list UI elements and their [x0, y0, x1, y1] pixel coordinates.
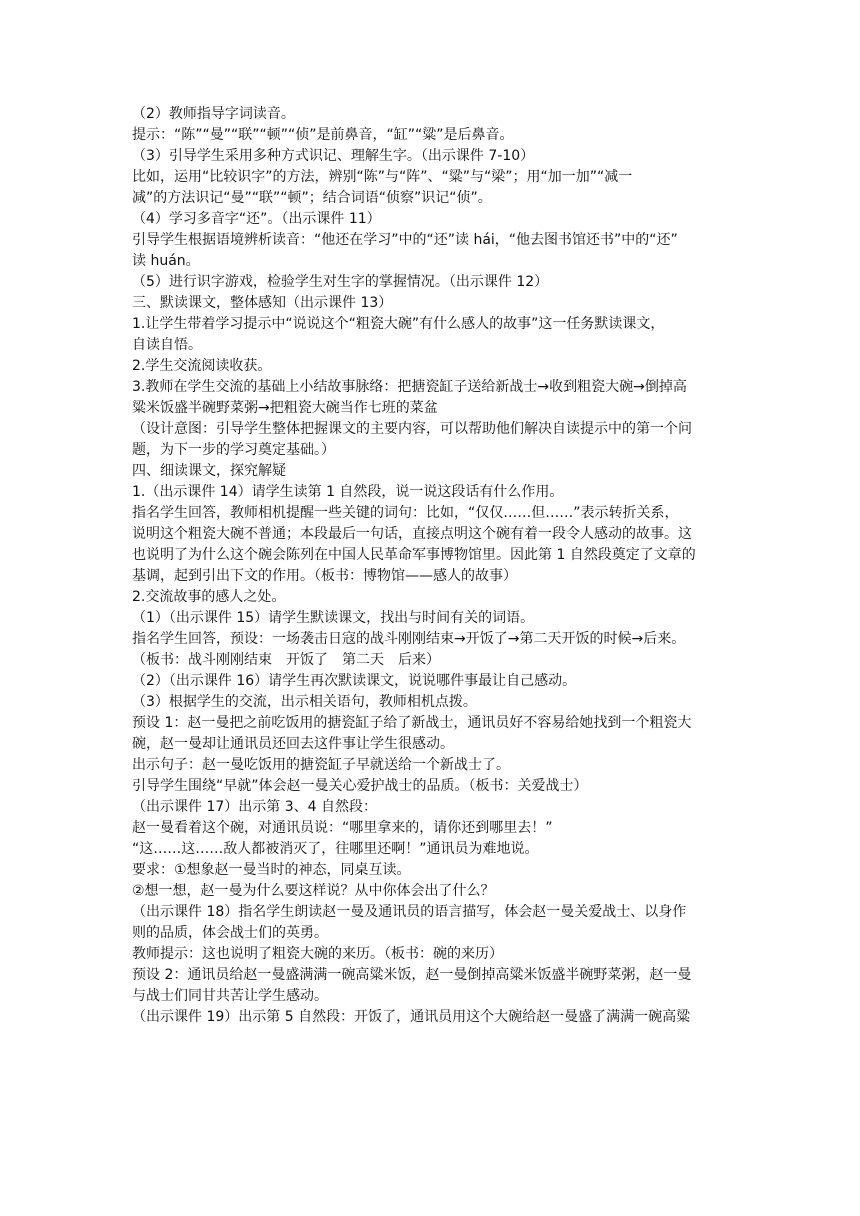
text-line: 与战士们同甘共苦让学生感动。: [132, 988, 328, 1004]
text-line: （1）（出示课件 15）请学生默读课文，找出与时间有关的词语。: [132, 610, 535, 626]
text-line: ②想一想，赵一曼为什么要这样说？从中你体会出了什么？: [132, 883, 495, 899]
text-line: （出示课件 19）出示第 5 自然段：开饭了，通讯员用这个大碗给赵一曼盛了满满一碗高粱: [132, 1009, 691, 1025]
text-line: 说明这个粗瓷大碗不普通；本段最后一句话，直接点明这个碗有着一段令人感动的故事。这: [132, 526, 692, 542]
text-line: （4）学习多音字“还”。（出示课件 11）: [132, 211, 381, 227]
text-line: （3）引导学生采用多种方式识记、理解生字。（出示课件 7-10）: [132, 148, 535, 164]
text-line: （出示课件 17）出示第 3、4 自然段：: [132, 799, 377, 815]
text-line: （2）教师指导字词读音。: [132, 106, 295, 122]
text-line: （2）（出示课件 16）请学生再次默读课文，说说哪件事最让自己感动。: [132, 673, 577, 689]
text-line: （设计意图：引导学生整体把握课文的主要内容，可以帮助他们解决自读提示中的第一个问: [132, 421, 692, 437]
document-body: [132, 104, 730, 1028]
text-line: 引导学生根据语境辨析读音：“他还在学习”中的“还”读 hái，“他去图书馆还书”中的“还”: [132, 232, 678, 248]
text-line: 读 huán。: [132, 253, 200, 269]
text-line: 3.教师在学生交流的基础上小结故事脉络：把搪瓷缸子送给新战士→收到粗瓷大碗→倒掉高: [132, 379, 687, 395]
text-line: 指名学生回答，预设：一场袭击日寇的战斗刚刚结束→开饭了→第二天开饭的时候→后来。: [132, 631, 686, 647]
text-line: 要求：①想象赵一曼当时的神态，同桌互读。: [132, 862, 411, 878]
text-line: 四、细读课文，探究解疑: [132, 463, 286, 479]
text-line: 出示句子：赵一曼吃饭用的搪瓷缸子早就送给一个新战士了。: [132, 757, 510, 773]
text-line: 教师提示：这也说明了粗瓷大碗的来历。（板书：碗的来历）: [132, 946, 503, 962]
text-line: “这……这……敌人都被消灭了，往哪里还啊！”通讯员为难地说。: [132, 841, 539, 857]
text-line: 2.学生交流阅读收获。: [132, 358, 272, 374]
text-line: 赵一曼看着这个碗，对通讯员说：“哪里拿来的，请你还到哪里去！”: [132, 820, 553, 836]
text-line: 自读自悟。: [132, 337, 202, 353]
text-line: 则的品质，体会战士们的英勇。: [132, 925, 328, 941]
text-line: （3）根据学生的交流，出示相关语句，教师相机点拨。: [132, 694, 477, 710]
text-line: 减”的方法识记“曼”“联”“顿”；结合词语“侦察”识记“侦”。: [132, 190, 492, 206]
text-line: 预设 1：赵一曼把之前吃饭用的搪瓷缸子给了新战士，通讯员好不容易给她找到一个粗瓷大: [132, 715, 692, 731]
text-line: 题，为下一步的学习奠定基础。）: [132, 442, 335, 458]
text-line: 1.让学生带着学习提示中“说说这个“粗瓷大碗”有什么感人的故事”这一任务默读课文，: [132, 316, 665, 332]
text-line: 碗，赵一曼却让通讯员还回去这件事让学生很感动。: [132, 736, 454, 752]
text-line: （5）进行识字游戏，检验学生对生字的掌握情况。（出示课件 12）: [132, 274, 549, 290]
text-line: （出示课件 18）指名学生朗读赵一曼及通讯员的语言描写，体会赵一曼关爱战士、以身作: [132, 904, 687, 920]
text-line: 预设 2：通讯员给赵一曼盛满满一碗高粱米饭，赵一曼倒掉高粱米饭盛半碗野菜粥，赵一曼: [132, 967, 692, 983]
text-line: 基调，起到引出下文的作用。（板书：博物馆——感人的故事）: [132, 568, 517, 584]
text-line: （板书：战斗刚刚结束 开饭了 第二天 后来）: [132, 652, 440, 668]
text-line: 1.（出示课件 14）请学生读第 1 自然段，说一说这段话有什么作用。: [132, 484, 564, 500]
text-line: 三、默读课文，整体感知（出示课件 13）: [132, 295, 393, 311]
text-line: 提示：“陈”“曼”“联”“顿”“侦”是前鼻音，“缸”“粱”是后鼻音。: [132, 127, 514, 143]
text-line: 比如，运用“比较识字”的方法，辨别“陈”与“阵”、“粱”与“梁”；用“加一加”“减一: [132, 169, 633, 185]
text-line: 引导学生围绕“早就”体会赵一曼关心爱护战士的品质。（板书：关爱战士）: [132, 778, 588, 794]
text-line: 粱米饭盛半碗野菜粥→把粗瓷大碗当作七班的菜盆: [132, 400, 438, 416]
text-line: 指名学生回答，教师相机提醒一些关键的词句：比如，“仅仅……但……”表示转折关系，: [132, 505, 679, 521]
text-line: 2.交流故事的感人之处。: [132, 589, 286, 605]
text-line: 也说明了为什么这个碗会陈列在中国人民革命军事博物馆里。因此第 1 自然段奠定了文章的: [132, 547, 696, 563]
